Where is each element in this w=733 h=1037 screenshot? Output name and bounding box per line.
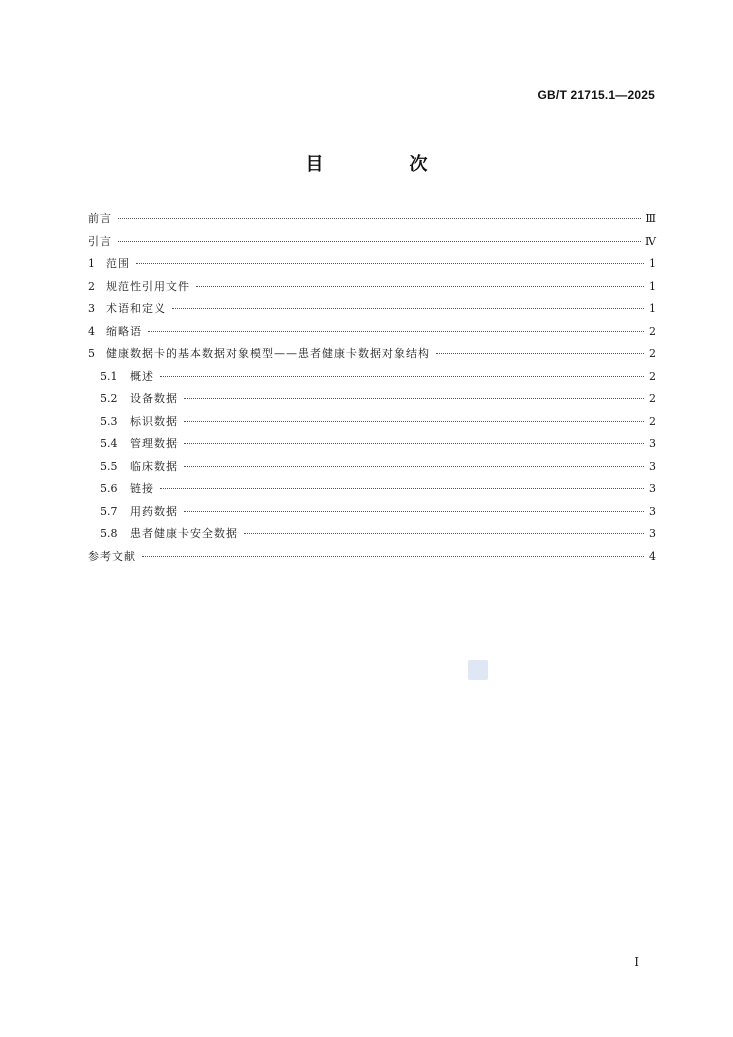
toc-dot-leader: [118, 218, 641, 219]
toc-entry-page: 3: [649, 437, 656, 450]
toc-dot-leader: [136, 263, 644, 264]
toc-entry-label: 标识数据: [130, 414, 178, 428]
toc-entry-page: Ⅳ: [645, 234, 656, 248]
toc-entry-page: 2: [649, 347, 656, 360]
toc-entry-page: 2: [649, 324, 656, 338]
toc-entry-page: 4: [649, 549, 656, 563]
toc-dot-leader: [160, 488, 644, 489]
toc-entry-label: 参考文献: [88, 549, 136, 563]
toc-entry[interactable]: [88, 276, 656, 299]
toc-entry[interactable]: [88, 231, 656, 254]
toc-entry[interactable]: [88, 433, 656, 456]
toc-entry[interactable]: [88, 388, 656, 411]
page-number: Ⅰ: [634, 955, 639, 969]
toc-entry[interactable]: [88, 546, 656, 569]
toc-dot-leader: [184, 398, 644, 399]
toc-entry-number: 5.3: [100, 414, 118, 428]
toc-entry-page: 2: [649, 414, 656, 428]
toc-entry[interactable]: [88, 501, 656, 524]
toc-entry[interactable]: [88, 321, 656, 344]
toc-dot-leader: [184, 466, 644, 467]
toc-entry-label: 健康数据卡的基本数据对象模型——患者健康卡数据对象结构: [106, 347, 430, 360]
toc-entry-page: 2: [649, 392, 656, 405]
toc-entry-page: 1: [649, 257, 656, 270]
page-title: 目 次: [305, 154, 462, 175]
toc-entry-number: 1: [88, 257, 95, 270]
toc-entry-page: 1: [649, 279, 656, 293]
toc-dot-leader: [196, 286, 644, 287]
toc-entry-number: 5.1: [100, 369, 118, 383]
toc-entry-label: 管理数据: [130, 437, 178, 450]
toc-entry-label: 规范性引用文件: [106, 279, 190, 293]
toc-entry-label: 范围: [106, 257, 130, 270]
toc-entry-number: 4: [88, 324, 95, 338]
toc-entry-page: 3: [649, 504, 656, 518]
toc-dot-leader: [148, 331, 644, 332]
toc-entry[interactable]: [88, 208, 656, 231]
toc-entry[interactable]: [88, 411, 656, 434]
table-of-contents: [88, 208, 656, 568]
toc-entry-label: 用药数据: [130, 504, 178, 518]
toc-entry-page: 3: [649, 459, 656, 473]
toc-entry[interactable]: [88, 523, 656, 546]
toc-entry-number: 3: [88, 302, 95, 315]
toc-entry-label: 链接: [130, 482, 154, 495]
toc-entry-page: 3: [649, 527, 656, 540]
toc-dot-leader: [142, 556, 644, 557]
toc-entry-number: 5.7: [100, 504, 118, 518]
toc-entry-label: 缩略语: [106, 324, 142, 338]
toc-entry-number: 5.6: [100, 482, 118, 495]
toc-dot-leader: [172, 308, 644, 309]
toc-dot-leader: [184, 511, 644, 512]
toc-dot-leader: [184, 421, 644, 422]
toc-entry-label: 患者健康卡安全数据: [130, 527, 238, 540]
toc-entry[interactable]: [88, 456, 656, 479]
toc-entry-label: 临床数据: [130, 459, 178, 473]
toc-entry-label: 前言: [88, 212, 112, 225]
toc-entry-page: 3: [649, 482, 656, 495]
toc-entry[interactable]: [88, 253, 656, 276]
toc-entry[interactable]: [88, 343, 656, 366]
toc-entry-number: 5.4: [100, 437, 118, 450]
watermark-logo: [468, 660, 488, 680]
toc-entry-number: 5.8: [100, 527, 118, 540]
toc-entry[interactable]: [88, 298, 656, 321]
toc-entry-label: 概述: [130, 369, 154, 383]
toc-dot-leader: [436, 353, 644, 354]
toc-entry-label: 引言: [88, 234, 112, 248]
toc-entry-number: 5.5: [100, 459, 118, 473]
toc-entry-page: 2: [649, 369, 656, 383]
toc-dot-leader: [118, 241, 641, 242]
standard-code: GB/T 21715.1—2025: [537, 88, 655, 102]
toc-entry-number: 5.2: [100, 392, 118, 405]
toc-dot-leader: [160, 376, 644, 377]
toc-dot-leader: [184, 443, 644, 444]
toc-dot-leader: [244, 533, 644, 534]
toc-entry-number: 2: [88, 279, 95, 293]
toc-entry[interactable]: [88, 478, 656, 501]
toc-entry-label: 设备数据: [130, 392, 178, 405]
toc-entry-page: 1: [649, 302, 656, 315]
toc-entry-label: 术语和定义: [106, 302, 166, 315]
toc-entry[interactable]: [88, 366, 656, 389]
toc-entry-number: 5: [88, 347, 95, 360]
toc-entry-page: Ⅲ: [645, 212, 656, 225]
